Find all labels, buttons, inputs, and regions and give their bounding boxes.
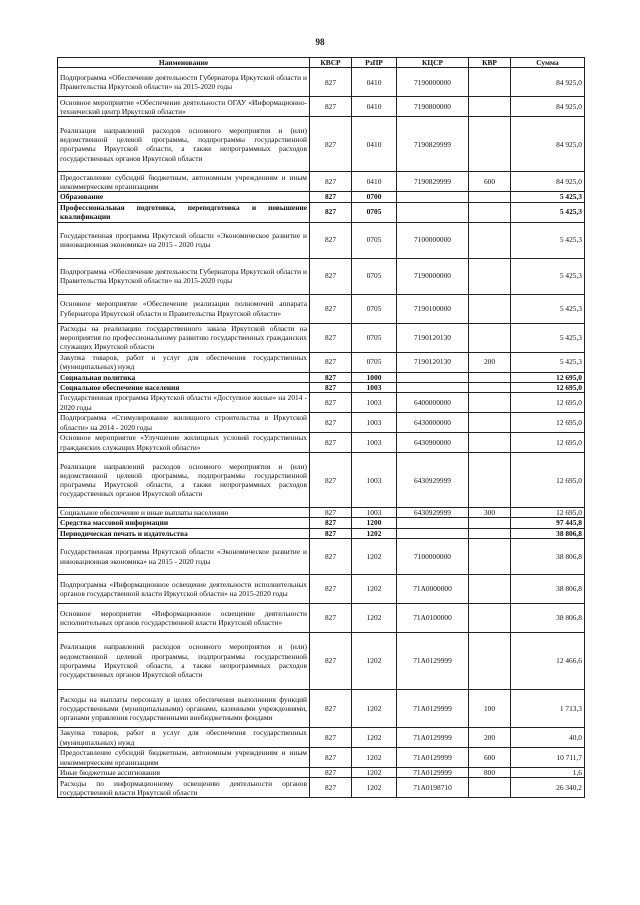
cell-rzpr: 1003 — [352, 413, 397, 433]
cell-kvsr: 827 — [310, 97, 352, 117]
cell-kvr: 600 — [469, 748, 511, 768]
cell-kvr — [469, 68, 511, 97]
cell-sum: 12 695,0 — [511, 508, 585, 518]
cell-sum: 12 466,6 — [511, 633, 585, 690]
cell-name: Расходы на выплаты персоналу в целях обеспечения выполнения функций государственными (муниципальными) органами, казенными учреждениями, органами управления государственными внебюджетными фондами — [58, 690, 310, 728]
cell-kvr: 300 — [469, 508, 511, 518]
table-row — [58, 294, 585, 323]
cell-name: Реализация направлений расходов основного мероприятия и (или) ведомственной целевой программы, подпрограммы государственной программы Иркутской области, а также непрограммных расходов государственных органов Иркутской области — [58, 453, 310, 508]
cell-kcsr: 7190829999 — [397, 172, 469, 192]
cell-name: Предоставление субсидий бюджетным, автономным учреждениям и иным некоммерческим организациям — [58, 748, 310, 768]
cell-sum: 12 695,0 — [511, 453, 585, 508]
cell-sum: 5 425,3 — [511, 352, 585, 372]
cell-kvr — [469, 294, 511, 323]
cell-name: Основное мероприятие «Обеспечение реализации полномочий аппарата Губернатора Иркутской области и Правительства Иркутской области» — [58, 294, 310, 323]
cell-kvr — [469, 372, 511, 382]
cell-kvsr: 827 — [310, 539, 352, 575]
cell-kvsr: 827 — [310, 294, 352, 323]
cell-kvr — [469, 453, 511, 508]
cell-kcsr: 7100000000 — [397, 539, 469, 575]
cell-kvr — [469, 258, 511, 294]
cell-kvr: 100 — [469, 690, 511, 728]
table-row — [58, 633, 585, 690]
cell-kvr — [469, 117, 511, 172]
header-sum: Сумма — [511, 58, 585, 68]
cell-sum: 38 806,8 — [511, 575, 585, 604]
cell-name: Предоставление субсидий бюджетным, автономным учреждениям и иным некоммерческим организациям — [58, 172, 310, 192]
cell-kvsr: 827 — [310, 393, 352, 413]
cell-sum: 5 425,3 — [511, 258, 585, 294]
cell-name: Профессиональная подготовка, переподготовка и повышение квалификации — [58, 202, 310, 222]
table-row — [58, 748, 585, 768]
table-row — [58, 222, 585, 258]
cell-kcsr: 7190000000 — [397, 68, 469, 97]
cell-kvsr: 827 — [310, 202, 352, 222]
cell-kcsr — [397, 518, 469, 528]
cell-sum: 12 695,0 — [511, 433, 585, 453]
cell-kvr — [469, 575, 511, 604]
cell-sum: 40,0 — [511, 728, 585, 748]
cell-name: Подпрограмма «Обеспечение деятельности Губернатора Иркутской области и Правительства Иркутской области» на 2015-2020 годы — [58, 258, 310, 294]
table-row — [58, 604, 585, 633]
cell-rzpr: 1202 — [352, 528, 397, 538]
cell-kcsr: 7190000000 — [397, 258, 469, 294]
cell-name: Закупка товаров, работ и услуг для обеспечения государственных (муниципальных) нужд — [58, 728, 310, 748]
table-row — [58, 778, 585, 798]
cell-kcsr: 6400000000 — [397, 393, 469, 413]
header-rzpr: РзПР — [352, 58, 397, 68]
cell-kcsr — [397, 528, 469, 538]
cell-sum: 1 713,3 — [511, 690, 585, 728]
cell-rzpr: 0705 — [352, 258, 397, 294]
cell-rzpr: 1202 — [352, 778, 397, 798]
cell-kcsr: 7190829999 — [397, 117, 469, 172]
table-row — [58, 518, 585, 528]
cell-name: Социальное обеспечение населения — [58, 382, 310, 392]
table-row — [58, 258, 585, 294]
cell-kvr — [469, 97, 511, 117]
cell-name: Подпрограмма «Стимулирование жилищного строительства в Иркутской области» на 2014 - 2020 годы — [58, 413, 310, 433]
cell-rzpr: 0410 — [352, 117, 397, 172]
cell-kcsr: 71А0000000 — [397, 575, 469, 604]
header-kcsr: КЦСР — [397, 58, 469, 68]
cell-name: Государственная программа Иркутской области «Доступное жилье» на 2014 - 2020 годы — [58, 393, 310, 413]
cell-rzpr: 1202 — [352, 748, 397, 768]
table-row — [58, 528, 585, 538]
cell-kcsr: 7190800000 — [397, 97, 469, 117]
cell-kvr — [469, 539, 511, 575]
cell-kvsr: 827 — [310, 413, 352, 433]
cell-kvsr: 827 — [310, 528, 352, 538]
budget-table — [57, 57, 585, 798]
table-row — [58, 433, 585, 453]
cell-kvr: 200 — [469, 352, 511, 372]
cell-kvr: 600 — [469, 172, 511, 192]
cell-name: Расходы на реализацию государственного заказа Иркутской области на мероприятия по профессиональному развитию государственных гражданских служащих Иркутской области — [58, 323, 310, 352]
cell-kvr — [469, 202, 511, 222]
cell-sum: 1,6 — [511, 768, 585, 778]
cell-rzpr: 1202 — [352, 633, 397, 690]
cell-rzpr: 1202 — [352, 728, 397, 748]
cell-rzpr: 0410 — [352, 68, 397, 97]
cell-sum: 38 806,8 — [511, 539, 585, 575]
cell-kvsr: 827 — [310, 690, 352, 728]
cell-rzpr: 1003 — [352, 382, 397, 392]
cell-kvsr: 827 — [310, 575, 352, 604]
table-row — [58, 372, 585, 382]
table-row — [58, 453, 585, 508]
cell-kcsr: 7190100000 — [397, 294, 469, 323]
cell-sum: 12 695,0 — [511, 382, 585, 392]
cell-kvsr: 827 — [310, 768, 352, 778]
cell-kvsr: 827 — [310, 372, 352, 382]
cell-kcsr: 6430929999 — [397, 453, 469, 508]
cell-name: Расходы по информационному освещению деятельности органов государственной власти Иркутской области — [58, 778, 310, 798]
table-row — [58, 382, 585, 392]
table-row — [58, 202, 585, 222]
cell-rzpr: 1003 — [352, 453, 397, 508]
cell-kvsr: 827 — [310, 748, 352, 768]
cell-rzpr: 0705 — [352, 222, 397, 258]
cell-kcsr — [397, 382, 469, 392]
cell-kcsr — [397, 192, 469, 202]
cell-name: Реализация направлений расходов основного мероприятия и (или) ведомственной целевой программы, подпрограммы государственной программы Иркутской области, а также непрограммных расходов государственных органов Иркутской области — [58, 117, 310, 172]
cell-name: Периодическая печать и издательства — [58, 528, 310, 538]
cell-rzpr: 1202 — [352, 690, 397, 728]
cell-sum: 12 695,0 — [511, 372, 585, 382]
cell-kcsr: 71А0129999 — [397, 633, 469, 690]
cell-kcsr — [397, 372, 469, 382]
cell-sum: 12 695,0 — [511, 413, 585, 433]
cell-kvsr: 827 — [310, 778, 352, 798]
cell-kvsr: 827 — [310, 518, 352, 528]
cell-kvr: 800 — [469, 768, 511, 778]
cell-sum: 5 425,3 — [511, 192, 585, 202]
cell-kvr — [469, 192, 511, 202]
table-row — [58, 539, 585, 575]
cell-kcsr: 6430929999 — [397, 508, 469, 518]
cell-name: Социальная политика — [58, 372, 310, 382]
cell-kvsr: 827 — [310, 453, 352, 508]
table-row — [58, 323, 585, 352]
table-row — [58, 352, 585, 372]
cell-sum: 84 925,0 — [511, 172, 585, 192]
cell-kvsr: 827 — [310, 222, 352, 258]
cell-rzpr: 0705 — [352, 352, 397, 372]
cell-rzpr: 1003 — [352, 508, 397, 518]
cell-kcsr: 6430900000 — [397, 433, 469, 453]
cell-sum: 12 695,0 — [511, 393, 585, 413]
cell-sum: 5 425,3 — [511, 202, 585, 222]
cell-kvsr: 827 — [310, 68, 352, 97]
cell-sum: 84 925,0 — [511, 68, 585, 97]
cell-kvr — [469, 528, 511, 538]
header-name: Наименование — [58, 58, 310, 68]
cell-kcsr: 71А0198710 — [397, 778, 469, 798]
cell-kvsr: 827 — [310, 433, 352, 453]
cell-kvsr: 827 — [310, 172, 352, 192]
cell-kvsr: 827 — [310, 352, 352, 372]
cell-kcsr: 71А0100000 — [397, 604, 469, 633]
header-kvr: КВР — [469, 58, 511, 68]
table-header-row — [58, 58, 585, 68]
cell-rzpr: 1202 — [352, 768, 397, 778]
cell-kcsr: 71А0129999 — [397, 748, 469, 768]
cell-rzpr: 1003 — [352, 433, 397, 453]
cell-rzpr: 0410 — [352, 172, 397, 192]
table-row — [58, 172, 585, 192]
cell-name: Государственная программа Иркутской области «Экономическое развитие и инновационная экономика» на 2015 - 2020 годы — [58, 222, 310, 258]
cell-kcsr: 71А0129999 — [397, 690, 469, 728]
cell-name: Иные бюджетные ассигнования — [58, 768, 310, 778]
cell-name: Подпрограмма «Обеспечение деятельности Губернатора Иркутской области и Правительства Иркутской области» на 2015-2020 годы — [58, 68, 310, 97]
cell-kvr — [469, 778, 511, 798]
table-row — [58, 575, 585, 604]
cell-name: Средства массовой информации — [58, 518, 310, 528]
cell-rzpr: 1003 — [352, 393, 397, 413]
cell-kvr — [469, 382, 511, 392]
cell-rzpr: 1202 — [352, 539, 397, 575]
cell-kcsr: 7190120130 — [397, 323, 469, 352]
cell-kvr — [469, 633, 511, 690]
cell-sum: 26 340,2 — [511, 778, 585, 798]
table-row — [58, 192, 585, 202]
cell-kvr — [469, 604, 511, 633]
cell-kvr — [469, 393, 511, 413]
cell-kvsr: 827 — [310, 508, 352, 518]
cell-name: Основное мероприятие «Улучшение жилищных условий государственных гражданских служащих Иркутской области» — [58, 433, 310, 453]
page-number: 98 — [315, 37, 325, 47]
cell-kcsr: 71А0129999 — [397, 728, 469, 748]
cell-rzpr: 0705 — [352, 323, 397, 352]
cell-kvsr: 827 — [310, 382, 352, 392]
table-row — [58, 768, 585, 778]
cell-sum: 5 425,3 — [511, 323, 585, 352]
cell-kvsr: 827 — [310, 728, 352, 748]
cell-kvsr: 827 — [310, 604, 352, 633]
cell-sum: 38 806,8 — [511, 528, 585, 538]
cell-kvsr: 827 — [310, 258, 352, 294]
cell-kvsr: 827 — [310, 633, 352, 690]
cell-kvr — [469, 222, 511, 258]
cell-rzpr: 1000 — [352, 372, 397, 382]
cell-kcsr: 71А0129999 — [397, 768, 469, 778]
cell-name: Основное мероприятие «Обеспечение деятельности ОГАУ «Информационно-технический центр Иркутской области» — [58, 97, 310, 117]
cell-kcsr: 7100000000 — [397, 222, 469, 258]
cell-kcsr — [397, 202, 469, 222]
cell-name: Основное мероприятие «Информационное освещение деятельности исполнительных органов государственной власти Иркутской области» — [58, 604, 310, 633]
cell-name: Закупка товаров, работ и услуг для обеспечения государственных (муниципальных) нужд — [58, 352, 310, 372]
cell-sum: 84 925,0 — [511, 117, 585, 172]
table-row — [58, 508, 585, 518]
cell-sum: 5 425,3 — [511, 294, 585, 323]
cell-sum: 97 445,8 — [511, 518, 585, 528]
cell-name: Реализация направлений расходов основного мероприятия и (или) ведомственной целевой программы, подпрограммы государственной программы Иркутской области, а также непрограммных расходов государственных органов Иркутской области — [58, 633, 310, 690]
cell-rzpr: 0705 — [352, 294, 397, 323]
cell-kvr — [469, 413, 511, 433]
table-body — [58, 68, 585, 798]
cell-kcsr: 7190120130 — [397, 352, 469, 372]
cell-kvsr: 827 — [310, 192, 352, 202]
table-row — [58, 413, 585, 433]
cell-rzpr: 1202 — [352, 604, 397, 633]
header-kvsr: КВСР — [310, 58, 352, 68]
cell-sum: 38 806,8 — [511, 604, 585, 633]
cell-rzpr: 0705 — [352, 202, 397, 222]
cell-kvr: 200 — [469, 728, 511, 748]
cell-rzpr: 1200 — [352, 518, 397, 528]
cell-name: Социальное обеспечение и иные выплаты населению — [58, 508, 310, 518]
cell-kcsr: 6430000000 — [397, 413, 469, 433]
cell-name: Образование — [58, 192, 310, 202]
cell-kvsr: 827 — [310, 323, 352, 352]
cell-rzpr: 1202 — [352, 575, 397, 604]
table-row — [58, 97, 585, 117]
table-row — [58, 690, 585, 728]
cell-rzpr: 0410 — [352, 97, 397, 117]
cell-sum: 10 711,7 — [511, 748, 585, 768]
table-row — [58, 728, 585, 748]
cell-rzpr: 0700 — [352, 192, 397, 202]
cell-sum: 84 925,0 — [511, 97, 585, 117]
cell-kvsr: 827 — [310, 117, 352, 172]
cell-kvr — [469, 323, 511, 352]
cell-kvr — [469, 433, 511, 453]
table-row — [58, 393, 585, 413]
cell-kvr — [469, 518, 511, 528]
table-row — [58, 117, 585, 172]
cell-sum: 5 425,3 — [511, 222, 585, 258]
table-row — [58, 68, 585, 97]
cell-name: Подпрограмма «Информационное освещение деятельности исполнительных органов государственной власти Иркутской области» на 2015-2020 годы — [58, 575, 310, 604]
cell-name: Государственная программа Иркутской области «Экономическое развитие и инновационная экономика» на 2015 - 2020 годы — [58, 539, 310, 575]
